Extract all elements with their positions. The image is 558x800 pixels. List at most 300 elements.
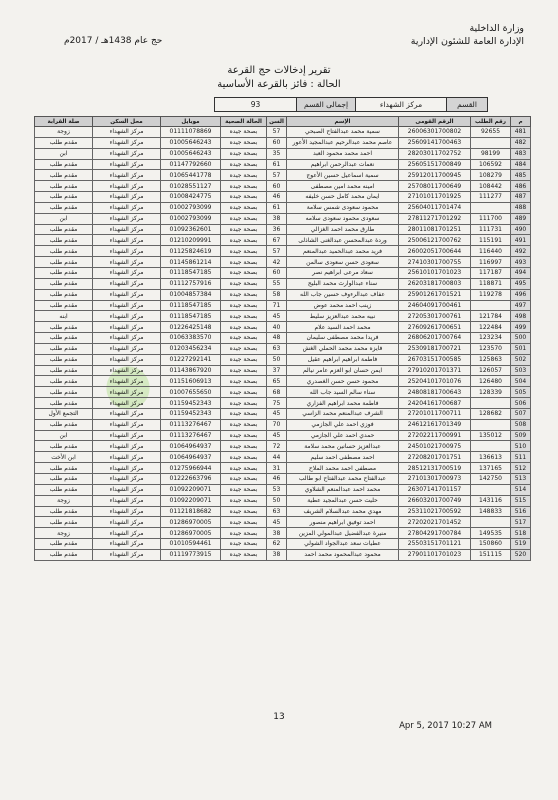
row-residence: مركز الشهداء xyxy=(93,419,161,430)
row-residence: مركز الشهداء xyxy=(93,517,161,528)
table-row xyxy=(35,474,531,485)
row-national-id: 26307141701157 xyxy=(399,484,471,495)
row-mobile: 01007655650 xyxy=(161,387,221,398)
section-label: القسم xyxy=(446,98,487,111)
row-relation: مقدم طلب xyxy=(35,333,93,344)
row-request-number: 137165 xyxy=(471,463,511,474)
row-residence: مركز الشهداء xyxy=(93,408,161,419)
row-national-id: 27201011700711 xyxy=(399,408,471,419)
table-row xyxy=(35,170,531,181)
row-residence: مركز الشهداء xyxy=(93,365,161,376)
col-header-request: رقم الطلب xyxy=(471,117,511,127)
row-national-id: 27208201701751 xyxy=(399,452,471,463)
row-request-number: 121784 xyxy=(471,311,511,322)
row-mobile: 01286970005 xyxy=(161,517,221,528)
row-name: محمود سعودى شمس سلامة xyxy=(287,202,399,213)
row-seq: 504 xyxy=(511,376,531,387)
row-name: منيرة عبدالفضيل عبدالمولي المزين xyxy=(287,528,399,539)
row-request-number: 119278 xyxy=(471,289,511,300)
row-age: 46 xyxy=(267,474,287,485)
row-health: بصحة جيده xyxy=(221,506,267,517)
row-seq: 498 xyxy=(511,311,531,322)
row-residence: مركز الشهداء xyxy=(93,127,161,138)
row-age: 67 xyxy=(267,235,287,246)
row-mobile: 01210209991 xyxy=(161,235,221,246)
row-request-number xyxy=(471,398,511,409)
row-residence: مركز الشهداء xyxy=(93,398,161,409)
table-row xyxy=(35,246,531,257)
row-request-number: 108279 xyxy=(471,170,511,181)
row-age: 45 xyxy=(267,517,287,528)
row-seq: 487 xyxy=(511,192,531,203)
row-age: 63 xyxy=(267,506,287,517)
row-health: بصحة جيده xyxy=(221,441,267,452)
row-mobile: 01275966944 xyxy=(161,463,221,474)
row-request-number: 115191 xyxy=(471,235,511,246)
applicants-table xyxy=(34,116,531,561)
row-residence: مركز الشهداء xyxy=(93,289,161,300)
row-residence: مركز الشهداء xyxy=(93,495,161,506)
row-relation: ابن xyxy=(35,213,93,224)
row-age: 71 xyxy=(267,300,287,311)
row-seq: 493 xyxy=(511,257,531,268)
row-residence: مركز الشهداء xyxy=(93,463,161,474)
row-national-id: 25006121700762 xyxy=(399,235,471,246)
row-health: بصحة جيده xyxy=(221,333,267,344)
col-header-health: الحالة الصحية xyxy=(221,117,267,127)
row-relation: زوجة xyxy=(35,528,93,539)
row-residence: مركز الشهداء xyxy=(93,300,161,311)
row-relation: ابن xyxy=(35,148,93,159)
row-age: 38 xyxy=(267,549,287,560)
row-request-number xyxy=(471,300,511,311)
season-label: حج عام 1438هـ / 2017م xyxy=(64,36,163,46)
table-row xyxy=(35,202,531,213)
row-relation: مقدم طلب xyxy=(35,506,93,517)
row-name: فوزي احمد علي الجازمي xyxy=(287,419,399,430)
row-health: بصحة جيده xyxy=(221,322,267,333)
row-age: 60 xyxy=(267,137,287,148)
table-row xyxy=(35,528,531,539)
row-age: 62 xyxy=(267,539,287,550)
row-national-id: 25610101701023 xyxy=(399,267,471,278)
row-residence: مركز الشهداء xyxy=(93,549,161,560)
row-request-number: 117187 xyxy=(471,267,511,278)
row-seq: 514 xyxy=(511,484,531,495)
row-seq: 518 xyxy=(511,528,531,539)
row-name: محمد احمد السيد علام xyxy=(287,322,399,333)
col-header-relation: صلة القرابة xyxy=(35,117,93,127)
row-health: بصحة جيده xyxy=(221,430,267,441)
table-row xyxy=(35,452,531,463)
table-row xyxy=(35,192,531,203)
table-row xyxy=(35,463,531,474)
report-status: الحالة : فائز بالقرعة الأساسية xyxy=(217,79,341,90)
row-residence: مركز الشهداء xyxy=(93,506,161,517)
row-request-number: 126480 xyxy=(471,376,511,387)
row-age: 58 xyxy=(267,289,287,300)
row-health: بصحة جيده xyxy=(221,159,267,170)
row-relation: ابن الأخت xyxy=(35,452,93,463)
row-request-number xyxy=(471,137,511,148)
row-mobile: 01064964937 xyxy=(161,441,221,452)
row-mobile: 01113276467 xyxy=(161,430,221,441)
row-seq: 501 xyxy=(511,343,531,354)
table-row xyxy=(35,224,531,235)
row-relation: مقدم طلب xyxy=(35,484,93,495)
row-national-id: 28203011702752 xyxy=(399,148,471,159)
row-residence: مركز الشهداء xyxy=(93,528,161,539)
table-row xyxy=(35,408,531,419)
row-seq: 489 xyxy=(511,213,531,224)
row-mobile: 01064964937 xyxy=(161,452,221,463)
row-mobile: 01145861214 xyxy=(161,257,221,268)
table-row xyxy=(35,365,531,376)
table-row xyxy=(35,343,531,354)
row-national-id: 27804291700784 xyxy=(399,528,471,539)
row-health: بصحة جيده xyxy=(221,224,267,235)
row-age: 45 xyxy=(267,311,287,322)
row-seq: 495 xyxy=(511,278,531,289)
row-residence: مركز الشهداء xyxy=(93,441,161,452)
row-residence: مركز الشهداء xyxy=(93,202,161,213)
row-name: زينب احمد محمد عوض xyxy=(287,300,399,311)
row-mobile: 01002793099 xyxy=(161,213,221,224)
row-residence: مركز الشهداء xyxy=(93,343,161,354)
row-mobile: 01004857384 xyxy=(161,289,221,300)
row-name: محمود حسن حسن الغصدري xyxy=(287,376,399,387)
table-row xyxy=(35,137,531,148)
row-age: 44 xyxy=(267,452,287,463)
table-row xyxy=(35,376,531,387)
row-residence: مركز الشهداء xyxy=(93,235,161,246)
row-request-number: 111277 xyxy=(471,192,511,203)
row-age: 60 xyxy=(267,181,287,192)
row-mobile: 01151606913 xyxy=(161,376,221,387)
row-residence: مركز الشهداء xyxy=(93,257,161,268)
table-row xyxy=(35,181,531,192)
table-row xyxy=(35,419,531,430)
row-residence: مركز الشهداء xyxy=(93,148,161,159)
row-age: 38 xyxy=(267,528,287,539)
row-age: 57 xyxy=(267,170,287,181)
table-row xyxy=(35,257,531,268)
row-mobile: 01226425148 xyxy=(161,322,221,333)
row-name: ايمان محمد كامل حسن خليفه xyxy=(287,192,399,203)
row-national-id: 24808181700643 xyxy=(399,387,471,398)
row-relation: مقدم طلب xyxy=(35,463,93,474)
row-seq: 512 xyxy=(511,463,531,474)
row-health: بصحة جيده xyxy=(221,202,267,213)
row-residence: مركز الشهداء xyxy=(93,170,161,181)
row-relation: مقدم طلب xyxy=(35,354,93,365)
table-row xyxy=(35,495,531,506)
row-relation: مقدم طلب xyxy=(35,419,93,430)
row-national-id: 25605151700849 xyxy=(399,159,471,170)
row-seq: 497 xyxy=(511,300,531,311)
row-name: احمد توفيق ابراهيم منصور xyxy=(287,517,399,528)
row-national-id: 27101011701925 xyxy=(399,192,471,203)
row-name: سعودى حسن سعودى سالمن xyxy=(287,257,399,268)
row-name: امينه محمد امين مصطفى xyxy=(287,181,399,192)
row-name: سناء سالم السيد جاب الله xyxy=(287,387,399,398)
row-seq: 511 xyxy=(511,452,531,463)
row-residence: مركز الشهداء xyxy=(93,376,161,387)
row-mobile: 01092209071 xyxy=(161,484,221,495)
row-mobile: 01222663796 xyxy=(161,474,221,485)
row-residence: مركز الشهداء xyxy=(93,474,161,485)
row-request-number: 125863 xyxy=(471,354,511,365)
row-national-id: 26002051700644 xyxy=(399,246,471,257)
total-value: 93 xyxy=(250,100,261,109)
row-mobile: 01112757916 xyxy=(161,278,221,289)
row-mobile: 01092362601 xyxy=(161,224,221,235)
row-relation: ابن xyxy=(35,430,93,441)
row-seq: 483 xyxy=(511,148,531,159)
row-relation: مقدم طلب xyxy=(35,181,93,192)
row-national-id: 25901261701521 xyxy=(399,289,471,300)
row-relation: مقدم طلب xyxy=(35,398,93,409)
row-request-number: 142750 xyxy=(471,474,511,485)
row-national-id: 26006301700802 xyxy=(399,127,471,138)
row-residence: مركز الشهداء xyxy=(93,322,161,333)
row-request-number: 122484 xyxy=(471,322,511,333)
row-relation: مقدم طلب xyxy=(35,441,93,452)
row-seq: 510 xyxy=(511,441,531,452)
row-national-id: 27901101701023 xyxy=(399,549,471,560)
table-row xyxy=(35,289,531,300)
row-mobile: 01063383570 xyxy=(161,333,221,344)
row-relation: مقدم طلب xyxy=(35,322,93,333)
row-national-id: 26203181700803 xyxy=(399,278,471,289)
row-mobile: 01286970005 xyxy=(161,528,221,539)
row-health: بصحة جيده xyxy=(221,267,267,278)
row-national-id: 27910201701371 xyxy=(399,365,471,376)
row-age: 75 xyxy=(267,398,287,409)
row-age: 60 xyxy=(267,267,287,278)
row-health: بصحة جيده xyxy=(221,170,267,181)
row-seq: 517 xyxy=(511,517,531,528)
row-residence: مركز الشهداء xyxy=(93,354,161,365)
row-mobile: 01028551127 xyxy=(161,181,221,192)
row-name: سمية اسماعيل حسين الأعوج xyxy=(287,170,399,181)
section-info-box xyxy=(214,97,488,112)
row-mobile: 01008424775 xyxy=(161,192,221,203)
row-residence: مركز الشهداء xyxy=(93,387,161,398)
row-health: بصحة جيده xyxy=(221,137,267,148)
row-national-id: 27202021701452 xyxy=(399,517,471,528)
row-health: بصحة جيده xyxy=(221,278,267,289)
row-residence: مركز الشهداء xyxy=(93,278,161,289)
table-body xyxy=(35,127,531,561)
row-seq: 520 xyxy=(511,549,531,560)
table-row xyxy=(35,311,531,322)
row-relation: مقدم طلب xyxy=(35,376,93,387)
row-mobile: 01119773915 xyxy=(161,549,221,560)
row-national-id: 26806201700764 xyxy=(399,333,471,344)
row-national-id: 25204101701076 xyxy=(399,376,471,387)
table-header-row xyxy=(35,117,531,127)
row-relation: مقدم طلب xyxy=(35,343,93,354)
table-row xyxy=(35,148,531,159)
row-relation: مقدم طلب xyxy=(35,517,93,528)
row-residence: مركز الشهداء xyxy=(93,192,161,203)
row-relation: مقدم طلب xyxy=(35,267,93,278)
row-relation: مقدم طلب xyxy=(35,137,93,148)
row-age: 38 xyxy=(267,213,287,224)
row-request-number: 123570 xyxy=(471,343,511,354)
row-mobile: 01118547185 xyxy=(161,311,221,322)
row-relation: زوجة xyxy=(35,495,93,506)
col-header-name: الإسم xyxy=(287,117,399,127)
row-mobile: 01118547185 xyxy=(161,267,221,278)
row-residence: مركز الشهداء xyxy=(93,539,161,550)
row-health: بصحة جيده xyxy=(221,246,267,257)
row-request-number: 135012 xyxy=(471,430,511,441)
row-request-number: 108442 xyxy=(471,181,511,192)
row-name: عفاف عبدالرءوف حسين جاب الله xyxy=(287,289,399,300)
table-row xyxy=(35,398,531,409)
row-request-number xyxy=(471,441,511,452)
row-residence: مركز الشهداء xyxy=(93,452,161,463)
row-health: بصحة جيده xyxy=(221,495,267,506)
row-residence: مركز الشهداء xyxy=(93,181,161,192)
row-seq: 513 xyxy=(511,474,531,485)
col-header-residence: محل السكن xyxy=(93,117,161,127)
table-row xyxy=(35,441,531,452)
row-health: بصحة جيده xyxy=(221,311,267,322)
row-mobile: 01092209071 xyxy=(161,495,221,506)
row-seq: 481 xyxy=(511,127,531,138)
row-relation: مقدم طلب xyxy=(35,474,93,485)
row-request-number: 128682 xyxy=(471,408,511,419)
col-header-mobile: موبايل xyxy=(161,117,221,127)
row-mobile: 01125824619 xyxy=(161,246,221,257)
row-name: عبدالعزيز حسانين محمد سلامة xyxy=(287,441,399,452)
row-health: بصحة جيده xyxy=(221,181,267,192)
row-mobile: 01113276467 xyxy=(161,419,221,430)
row-age: 55 xyxy=(267,278,287,289)
row-name: نعمات عبدالرحمن ابراهيم xyxy=(287,159,399,170)
table-row xyxy=(35,127,531,138)
row-national-id: 25912011700945 xyxy=(399,170,471,181)
row-relation: التجمع الأول xyxy=(35,408,93,419)
row-mobile: 01118547185 xyxy=(161,300,221,311)
table-row xyxy=(35,517,531,528)
table-row xyxy=(35,430,531,441)
row-national-id: 25604011701474 xyxy=(399,202,471,213)
row-health: بصحة جيده xyxy=(221,398,267,409)
ministry-name: وزارة الداخلية xyxy=(469,23,524,34)
row-name: عاصم محمد عبدالرحيم عبدالمجيد الأعور xyxy=(287,137,399,148)
letterhead xyxy=(411,22,524,48)
row-health: بصحة جيده xyxy=(221,376,267,387)
row-name: وردة عبدالمحسن عبدالغنى الشاذلى xyxy=(287,235,399,246)
row-mobile: 01010594461 xyxy=(161,539,221,550)
row-national-id: 26603201700749 xyxy=(399,495,471,506)
row-seq: 484 xyxy=(511,159,531,170)
row-request-number: 98199 xyxy=(471,148,511,159)
row-seq: 492 xyxy=(511,246,531,257)
row-mobile: 01227292141 xyxy=(161,354,221,365)
row-national-id: 27202211700991 xyxy=(399,430,471,441)
row-relation: مقدم طلب xyxy=(35,257,93,268)
row-name: احمد محمد محمود العبد xyxy=(287,148,399,159)
row-seq: 515 xyxy=(511,495,531,506)
row-national-id: 24604091700461 xyxy=(399,300,471,311)
row-age: 42 xyxy=(267,257,287,268)
row-name: فريدا محمد مصطفى سليمان xyxy=(287,333,399,344)
table-row xyxy=(35,159,531,170)
row-name: فايزه محمد محمد الحملي الغش xyxy=(287,343,399,354)
row-age: 35 xyxy=(267,148,287,159)
col-header-seq: م xyxy=(511,117,531,127)
row-national-id: 27101301700973 xyxy=(399,474,471,485)
row-residence: مركز الشهداء xyxy=(93,246,161,257)
row-health: بصحة جيده xyxy=(221,257,267,268)
row-request-number xyxy=(471,202,511,213)
row-name: طارق محمد احمد الغزالي xyxy=(287,224,399,235)
row-seq: 509 xyxy=(511,430,531,441)
row-mobile: 01159452343 xyxy=(161,408,221,419)
row-seq: 490 xyxy=(511,224,531,235)
row-seq: 505 xyxy=(511,387,531,398)
row-relation: مقدم طلب xyxy=(35,192,93,203)
row-health: بصحة جيده xyxy=(221,300,267,311)
row-name: ايمن حسان ابو العزم عامر نيالم xyxy=(287,365,399,376)
row-age: 61 xyxy=(267,159,287,170)
row-age: 68 xyxy=(267,387,287,398)
row-age: 40 xyxy=(267,322,287,333)
row-health: بصحة جيده xyxy=(221,528,267,539)
row-relation: مقدم طلب xyxy=(35,224,93,235)
row-health: بصحة جيده xyxy=(221,387,267,398)
row-name: محمود عبدالمحمود محمد احمد xyxy=(287,549,399,560)
row-mobile: 01002793099 xyxy=(161,202,221,213)
row-name: محمد احمد عبدالمنعم الشلاوي xyxy=(287,484,399,495)
page-number: 13 xyxy=(273,712,285,722)
row-request-number xyxy=(471,484,511,495)
row-national-id: 28512131700519 xyxy=(399,463,471,474)
row-health: بصحة جيده xyxy=(221,474,267,485)
row-relation: مقدم طلب xyxy=(35,235,93,246)
row-name: الشرف عبدالمنعم محمد الزاسي xyxy=(287,408,399,419)
table-row xyxy=(35,333,531,344)
row-request-number xyxy=(471,517,511,528)
row-mobile: 01005646243 xyxy=(161,137,221,148)
row-age: 57 xyxy=(267,246,287,257)
row-relation: مقدم طلب xyxy=(35,246,93,257)
row-age: 36 xyxy=(267,224,287,235)
table-row xyxy=(35,539,531,550)
row-relation: مقدم طلب xyxy=(35,549,93,560)
row-residence: مركز الشهداء xyxy=(93,159,161,170)
table-row xyxy=(35,354,531,365)
row-mobile: 01147792660 xyxy=(161,159,221,170)
table-row xyxy=(35,213,531,224)
row-name: مهدي محمد عبدالسلام الشريف xyxy=(287,506,399,517)
row-age: 31 xyxy=(267,463,287,474)
row-health: بصحة جيده xyxy=(221,235,267,246)
row-health: بصحة جيده xyxy=(221,192,267,203)
row-age: 45 xyxy=(267,408,287,419)
row-residence: مركز الشهداء xyxy=(93,137,161,148)
row-request-number: 150860 xyxy=(471,539,511,550)
table-row xyxy=(35,506,531,517)
row-name: فاطمة محمد ابراهيم الفزاري xyxy=(287,398,399,409)
row-age: 50 xyxy=(267,354,287,365)
row-name: فاطمة ابراهيم ابراهيم عقيل xyxy=(287,354,399,365)
